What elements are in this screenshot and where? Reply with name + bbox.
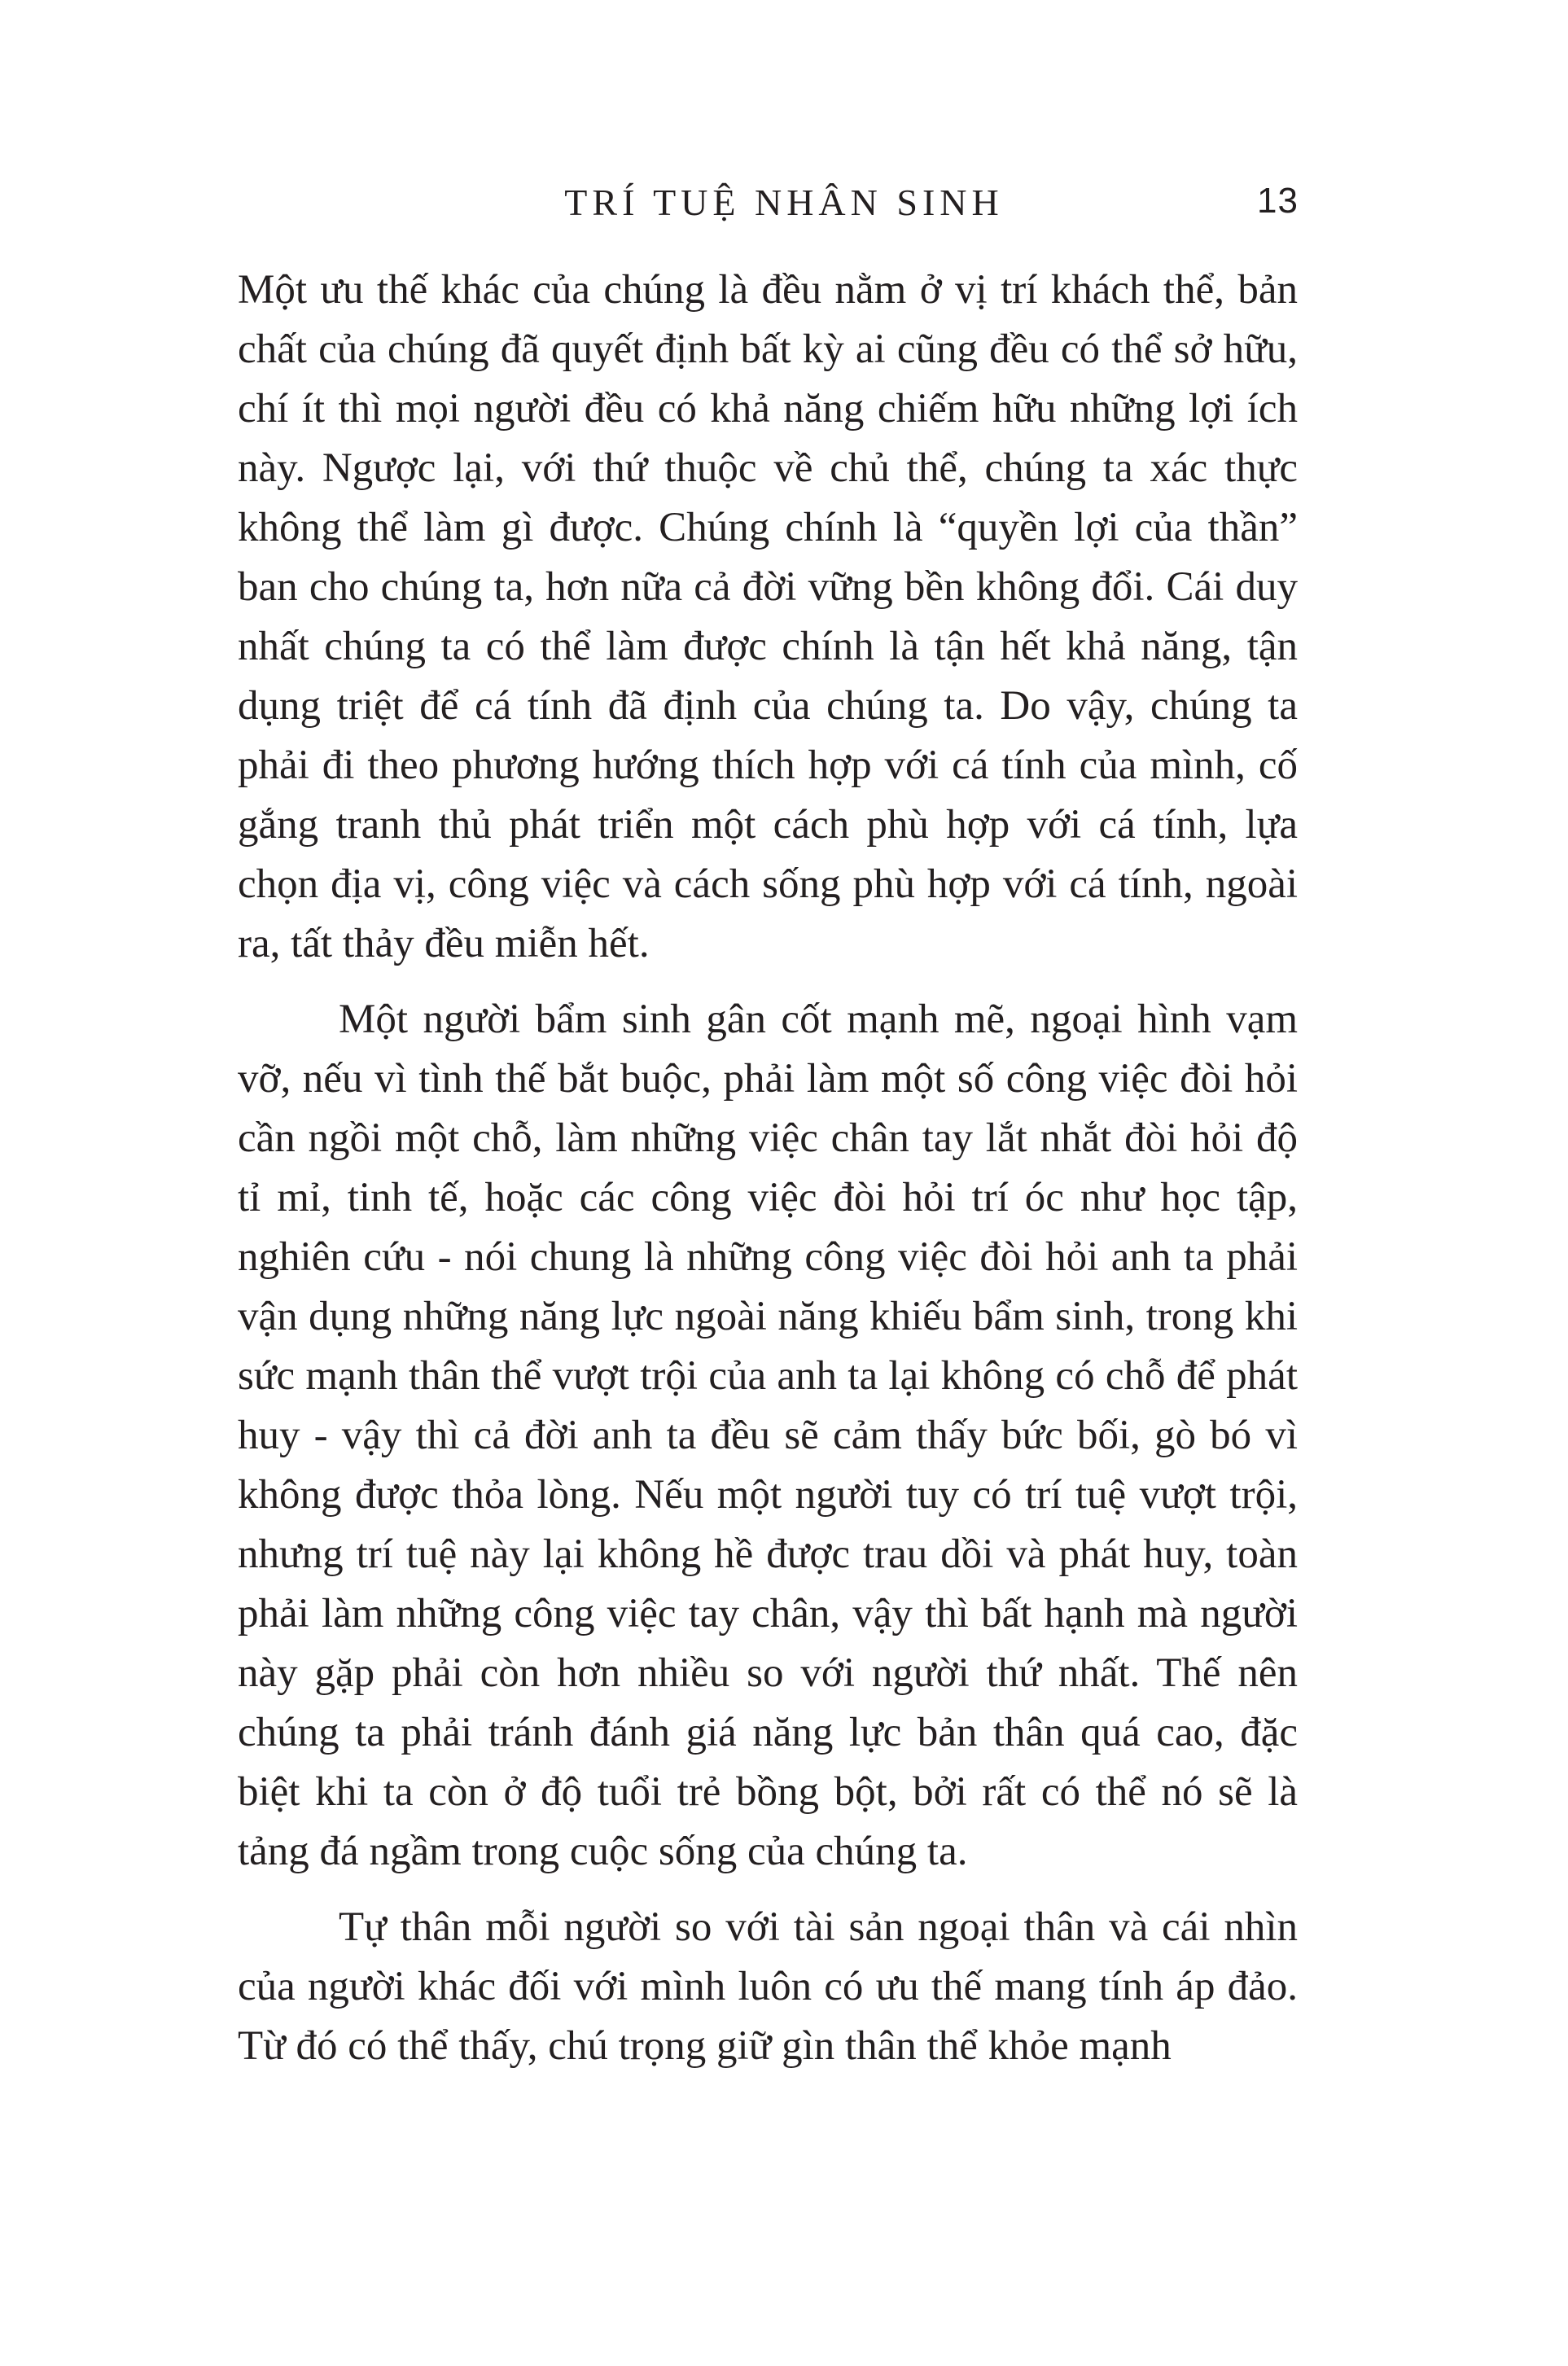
paragraph-3: Tự thân mỗi người so với tài sản ngoại thân và cái nhìn của người khác đối với mình luôn có ưu thế mang tính áp đảo. Từ đó có thể thấy, chú trọng giữ gìn thân thể khỏe mạnh — [238, 1904, 1298, 2069]
body-text — [238, 261, 1298, 2092]
book-title: TRÍ TUỆ NHÂN SINH — [564, 182, 1004, 223]
paragraph-2: Một người bẩm sinh gân cốt mạnh mẽ, ngoại hình vạm vỡ, nếu vì tình thế bắt buộc, phải làm một số công việc đòi hỏi cần ngồi một chỗ, làm những việc chân tay lắt nhắt đòi hỏi độ tỉ mỉ, tinh tế, hoặc các công việc đòi hỏi trí óc như học tập, nghiên cứu - nói chung là những công việc đòi hỏi anh ta phải vận dụng những năng lực ngoài năng khiếu bẩm sinh, trong khi sức mạnh thân thể vượt trội của anh ta lại không có chỗ để phát huy - vậy thì cả đời anh ta đều sẽ cảm thấy bức bối, gò bó vì không được thỏa lòng. Nếu một người tuy có trí tuệ vượt trội, nhưng trí tuệ này lại không hề được trau dồi và phát huy, toàn phải làm những công việc tay chân, vậy thì bất hạnh mà người này gặp phải còn hơn nhiều so với người thứ nhất. Thế nên chúng ta phải tránh đánh giá năng lực bản thân quá cao, đặc biệt khi ta còn ở độ tuổi trẻ bồng bột, bởi rất có thể nó sẽ là tảng đá ngầm trong cuộc sống của chúng ta. — [238, 997, 1298, 1874]
paragraph-1: Một ưu thế khác của chúng là đều nằm ở vị trí khách thể, bản chất của chúng đã quyết định bất kỳ ai cũng đều có thể sở hữu, chí ít thì mọi người đều có khả năng chiếm hữu những lợi ích này. Ngược lại, với thứ thuộc về chủ thể, chúng ta xác thực không thể làm gì được. Chúng chính là “quyền lợi của thần” ban cho chúng ta, hơn nữa cả đời vững bền không đổi. Cái duy nhất chúng ta có thể làm được chính là tận hết khả năng, tận dụng triệt để cá tính đã định của chúng ta. Do vậy, chúng ta phải đi theo phương hướng thích hợp với cá tính của mình, cố gắng tranh thủ phát triển một cách phù hợp với cá tính, lựa chọn địa vị, công việc và cách sống phù hợp với cá tính, ngoài ra, tất thảy đều miễn hết. — [238, 267, 1298, 966]
running-head — [0, 181, 1568, 230]
page-number: 13 — [1257, 181, 1299, 221]
